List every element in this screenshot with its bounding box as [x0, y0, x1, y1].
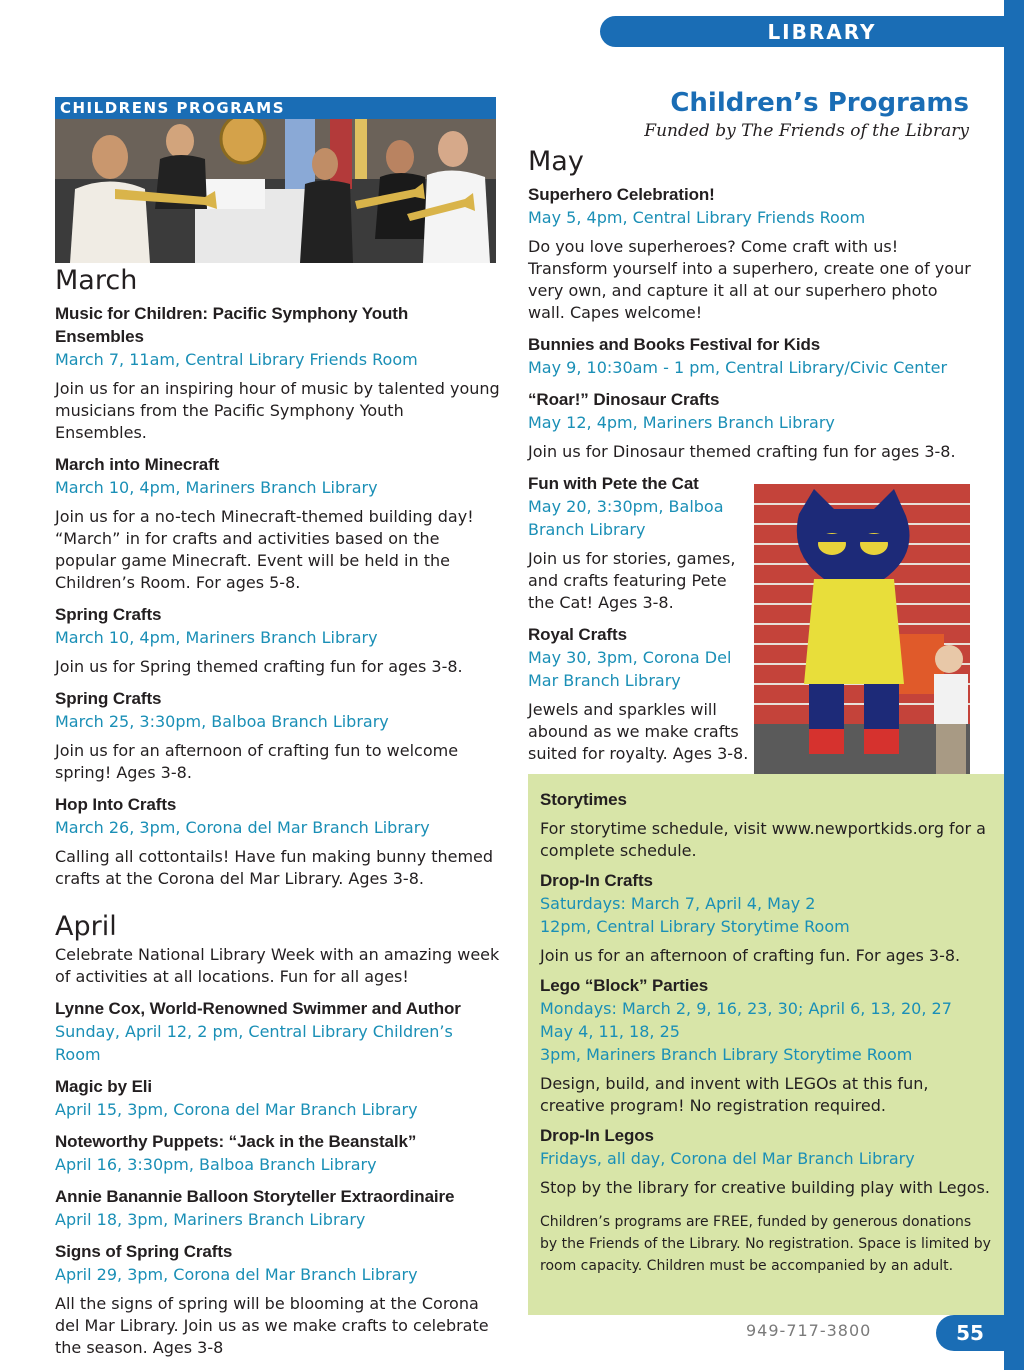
event-title: Drop-In Legos	[540, 1126, 654, 1145]
event-description: Design, build, and invent with LEGOs at this fun, creative program! No registration required.	[540, 1074, 929, 1115]
programs-fineprint: Children’s programs are FREE, funded by generous donations by the Friends of the Library. No registration. Space is limited by room capacity. Children must be accompanied by an adult.	[540, 1214, 991, 1274]
event-description: Join us for a no-tech Minecraft-themed building day! “March” in for crafts and activities based on the popular game Minecraft. Event will be held in the Children’s Room. For ages 5-8.	[55, 507, 474, 592]
page-title: Children’s Programs	[670, 88, 969, 118]
event-when: May 30, 3pm, Corona Del Mar Branch Library	[528, 648, 732, 690]
event-title: Lego “Block” Parties	[540, 976, 709, 995]
event-when: Fridays, all day, Corona del Mar Branch Library	[540, 1149, 915, 1168]
event-title: Signs of Spring Crafts	[55, 1242, 233, 1261]
library-section-tab: LIBRARY	[600, 16, 1004, 47]
page-number: 55	[936, 1315, 1004, 1351]
event-when: May 9, 10:30am - 1 pm, Central Library/Civic Center	[528, 358, 948, 377]
event-when: 12pm, Central Library Storytime Room	[540, 917, 850, 936]
event-when: March 10, 4pm, Mariners Branch Library	[55, 628, 378, 647]
youth-ensemble-photo	[55, 119, 496, 263]
event-noteworthy-puppets	[55, 1130, 500, 1176]
event-when: Mondays: March 2, 9, 16, 23, 30; April 6, 13, 20, 27	[540, 999, 952, 1018]
event-title: Annie Banannie Balloon Storyteller Extraordinaire	[55, 1187, 455, 1206]
event-signs-of-spring	[55, 1240, 500, 1359]
event-spring-crafts-balboa	[55, 687, 500, 784]
ongoing-programs-panel	[528, 774, 1004, 1315]
event-description: Join us for stories, games, and crafts featuring Pete the Cat! Ages 3-8.	[528, 549, 736, 612]
event-when: May 12, 4pm, Mariners Branch Library	[528, 413, 835, 432]
event-bunnies-and-books	[528, 333, 973, 379]
event-description: Stop by the library for creative building play with Legos.	[540, 1178, 990, 1197]
may-heading: May	[528, 146, 584, 177]
event-when: April 16, 3:30pm, Balboa Branch Library	[55, 1155, 377, 1174]
event-spring-crafts-mariners	[55, 603, 500, 678]
page-subtitle: Funded by The Friends of the Library	[644, 121, 969, 141]
april-heading: April	[55, 911, 117, 942]
event-lynne-cox	[55, 997, 500, 1066]
event-magic-by-eli	[55, 1075, 500, 1121]
event-description: Jewels and sparkles will abound as we make crafts suited for royalty. Ages 3-8.	[528, 700, 749, 763]
event-title: Fun with Pete the Cat	[528, 474, 699, 493]
event-title: Noteworthy Puppets: “Jack in the Beanstalk”	[55, 1132, 417, 1151]
event-when: 3pm, Mariners Branch Library Storytime Room	[540, 1045, 913, 1064]
event-when: March 7, 11am, Central Library Friends Room	[55, 350, 418, 369]
event-title: Spring Crafts	[55, 689, 162, 708]
youth-ensemble-illustration	[55, 119, 496, 263]
event-when: April 15, 3pm, Corona del Mar Branch Library	[55, 1100, 418, 1119]
event-music-for-children	[55, 302, 500, 444]
event-title: Music for Children: Pacific Symphony Youth Ensembles	[55, 304, 409, 346]
event-pete-the-cat	[528, 472, 750, 614]
event-title: Royal Crafts	[528, 625, 627, 644]
march-heading: March	[55, 265, 138, 296]
event-storytimes	[540, 788, 992, 862]
event-title: Storytimes	[540, 790, 627, 809]
event-when: April 18, 3pm, Mariners Branch Library	[55, 1210, 366, 1229]
event-dinosaur-crafts	[528, 388, 973, 463]
event-title: March into Minecraft	[55, 455, 220, 474]
event-when: May 20, 3:30pm, Balboa Branch Library	[528, 497, 724, 539]
event-superhero-celebration	[528, 183, 973, 324]
childrens-programs-tab: CHILDRENS PROGRAMS	[55, 97, 496, 119]
event-description: Join us for Spring themed crafting fun for ages 3-8.	[55, 657, 463, 676]
event-lego-block-parties	[540, 974, 992, 1117]
april-intro: Celebrate National Library Week with an amazing week of activities at all locations. Fun for all ages!	[55, 945, 500, 986]
event-march-into-minecraft	[55, 453, 500, 594]
event-description: All the signs of spring will be blooming at the Corona del Mar Library. Join us as we make crafts to celebrate the season. Ages 3-8	[55, 1294, 489, 1357]
event-description: Join us for an afternoon of crafting fun to welcome spring! Ages 3-8.	[55, 741, 459, 782]
event-title: Magic by Eli	[55, 1077, 153, 1096]
right-edge-bar	[1004, 0, 1024, 1370]
event-description: Join us for an afternoon of crafting fun. For ages 3-8.	[540, 946, 961, 965]
event-description: Calling all cottontails! Have fun making bunny themed crafts at the Corona del Mar Library. Ages 3-8.	[55, 847, 494, 888]
event-title: Lynne Cox, World-Renowned Swimmer and Author	[55, 999, 461, 1018]
event-when: May 4, 11, 18, 25	[540, 1022, 680, 1041]
page-heading	[644, 86, 969, 142]
event-drop-in-legos	[540, 1124, 992, 1199]
pete-the-cat-photo	[754, 484, 970, 774]
event-title: “Roar!” Dinosaur Crafts	[528, 390, 720, 409]
event-description: Join us for Dinosaur themed crafting fun for ages 3-8.	[528, 442, 956, 461]
event-when: March 10, 4pm, Mariners Branch Library	[55, 478, 378, 497]
pete-the-cat-illustration	[754, 484, 970, 774]
event-title: Drop-In Crafts	[540, 871, 653, 890]
event-when: Saturdays: March 7, April 4, May 2	[540, 894, 816, 913]
event-when: April 29, 3pm, Corona del Mar Branch Library	[55, 1265, 418, 1284]
phone-number: 949-717-3800	[746, 1321, 872, 1340]
event-when: May 5, 4pm, Central Library Friends Room	[528, 208, 866, 227]
event-hop-into-crafts	[55, 793, 500, 890]
event-title: Hop Into Crafts	[55, 795, 177, 814]
event-drop-in-crafts	[540, 869, 992, 967]
event-description: Do you love superheroes? Come craft with us! Transform yourself into a superhero, create one of your very own, and capture it all at our superhero photo wall. Capes welcome!	[528, 237, 971, 322]
event-when: Sunday, April 12, 2 pm, Central Library Children’s Room	[55, 1022, 453, 1064]
event-title: Superhero Celebration!	[528, 185, 715, 204]
event-title: Bunnies and Books Festival for Kids	[528, 335, 821, 354]
event-royal-crafts	[528, 623, 750, 765]
event-title: Spring Crafts	[55, 605, 162, 624]
event-when: March 25, 3:30pm, Balboa Branch Library	[55, 712, 389, 731]
left-column	[55, 264, 500, 1368]
event-when: March 26, 3pm, Corona del Mar Branch Library	[55, 818, 430, 837]
event-description: Join us for an inspiring hour of music by talented young musicians from the Pacific Symphony Youth Ensembles.	[55, 379, 500, 442]
event-description: For storytime schedule, visit www.newportkids.org for a complete schedule.	[540, 819, 986, 860]
event-annie-banannie	[55, 1185, 500, 1231]
